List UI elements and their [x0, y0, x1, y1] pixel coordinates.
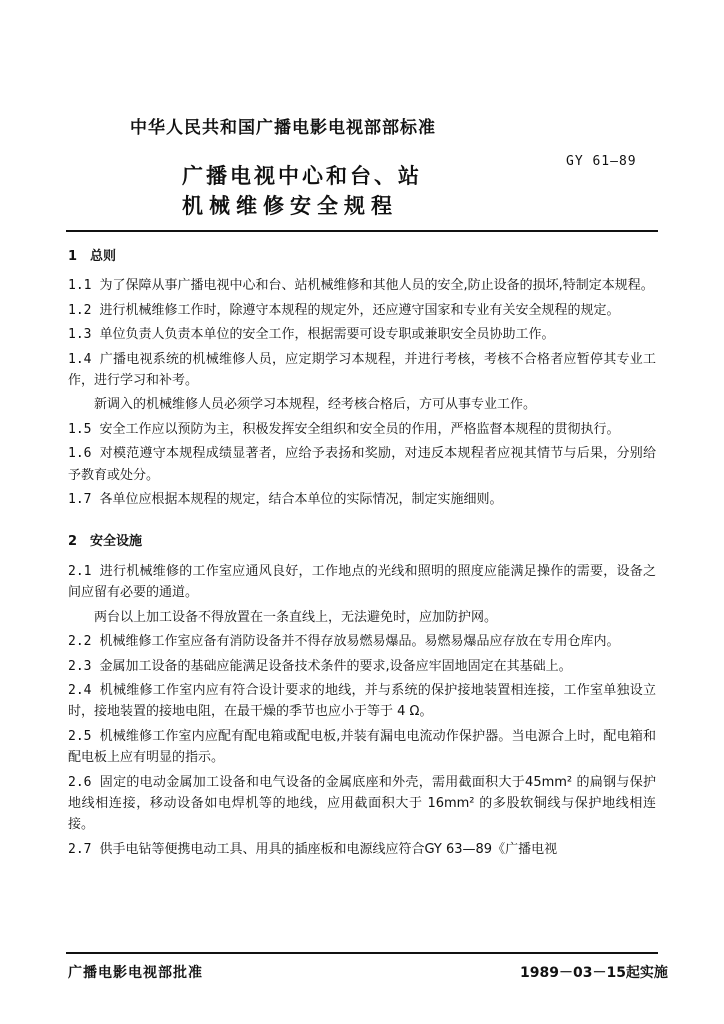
section-2-heading: 2 安全设施 — [68, 534, 143, 550]
clause-text: 两台以上加工设备不得放置在一条直线上，无法避免时，应加防护网。 — [94, 609, 498, 625]
clause-number: 2.6 — [68, 774, 92, 790]
clause-number: 2.5 — [68, 728, 92, 744]
clause-number: 2.7 — [68, 841, 92, 857]
clause-paragraph — [68, 726, 656, 769]
document-body — [68, 246, 656, 863]
clause-number: 1.1 — [68, 278, 92, 294]
footer-rule — [66, 952, 658, 954]
clause-paragraph — [68, 324, 656, 345]
clause-paragraph — [68, 607, 656, 628]
clause-number: 1.4 — [68, 351, 92, 367]
clause-paragraph — [68, 772, 656, 836]
clause-number: 1.3 — [68, 327, 92, 343]
issuer-title: 中华人民共和国广播电影电视部部标准 — [130, 118, 436, 138]
clause-paragraph — [68, 275, 656, 296]
clause-number: 2.4 — [68, 682, 92, 698]
clause-text: 进行机械维修工作时，除遵守本规程的规定外，还应遵守国家和专业有关安全规程的规定。 — [99, 302, 620, 318]
clause-text: 机械维修工作室应备有消防设备并不得存放易燃易爆品。易燃易爆品应存放在专用仓库内。 — [99, 634, 620, 650]
footer-approver: 广播电影电视部批准 — [68, 965, 203, 981]
clause-paragraph — [68, 839, 656, 860]
document-title-line1: 广播电视中心和台、站 — [182, 164, 422, 188]
document-title-line2: 机械维修安全规程 — [182, 194, 398, 218]
clause-text: 为了保障从事广播电视中心和台、站机械维修和其他人员的安全,防止设备的损坏,特制定本规程。 — [99, 278, 654, 294]
clause-text: 供手电钻等便携电动工具、用具的插座板和电源线应符合GY 63—89《广播电视 — [99, 841, 558, 857]
clause-text: 安全工作应以预防为主，积极发挥安全组织和安全员的作用，严格监督本规程的贯彻执行。 — [99, 421, 620, 437]
clause-paragraph — [68, 394, 656, 415]
section-1-heading: 1 总则 — [68, 249, 117, 264]
clause-paragraph — [68, 443, 656, 486]
clause-paragraph — [68, 656, 656, 677]
clause-number: 2.2 — [68, 634, 92, 650]
clause-paragraph — [68, 300, 656, 321]
clause-paragraph — [68, 489, 656, 510]
clause-text: 新调入的机械维修人员必须学习本规程，经考核合格后，方可从事专业工作。 — [94, 397, 537, 413]
clause-text: 单位负责人负责本单位的安全工作，根据需要可设专职或兼职安全员协助工作。 — [99, 327, 555, 343]
clause-number: 2.1 — [68, 563, 92, 579]
clause-text: 固定的电动金属加工设备和电气设备的金属底座和外壳，需用截面积大于45mm² 的扁钢与保护地线相连接，移动设备如电焊机等的地线，应用截面积大于 16mm² 的多股软铜线与保护地线相连接。 — [68, 774, 656, 833]
clause-number: 1.7 — [68, 492, 92, 508]
footer-effective-date: 1989－03－15起实施 — [520, 965, 668, 981]
clause-paragraph — [68, 349, 656, 392]
clause-paragraph — [68, 680, 656, 723]
clause-paragraph — [68, 419, 656, 440]
clause-text: 机械维修工作室内应配有配电箱或配电板,并装有漏电电流动作保护器。当电源合上时，配电箱和配电板上应有明显的指示。 — [68, 728, 656, 766]
clause-text: 各单位应根据本规程的规定，结合本单位的实际情况，制定实施细则。 — [99, 492, 503, 508]
section-2 — [68, 561, 656, 860]
section-1 — [68, 275, 656, 510]
clause-number: 1.2 — [68, 302, 92, 318]
clause-text: 机械维修工作室内应有符合设计要求的地线，并与系统的保护接地装置相连接，工作室单独设立时，接地装置的接地电阻，在最干燥的季节也应小于等于 4 Ω。 — [68, 682, 656, 720]
clause-text: 广播电视系统的机械维修人员，应定期学习本规程，并进行考核，考核不合格者应暂停其专业工作，进行学习和补考。 — [68, 351, 656, 389]
standard-code: GY 61—89 — [566, 154, 637, 169]
clause-number: 1.5 — [68, 421, 92, 437]
clause-paragraph — [68, 631, 656, 652]
clause-paragraph — [68, 561, 656, 604]
clause-number: 2.3 — [68, 658, 92, 674]
header-rule — [66, 230, 658, 232]
clause-text: 进行机械维修的工作室应通风良好，工作地点的光线和照明的照度应能满足操作的需要，设备之间应留有必要的通道。 — [68, 563, 656, 601]
clause-number: 1.6 — [68, 446, 92, 462]
clause-text: 金属加工设备的基础应能满足设备技术条件的要求,设备应牢固地固定在其基础上。 — [99, 658, 572, 674]
clause-text: 对模范遵守本规程成绩显著者，应给予表扬和奖励，对违反本规程者应视其情节与后果，分别给予教育或处分。 — [68, 446, 656, 483]
